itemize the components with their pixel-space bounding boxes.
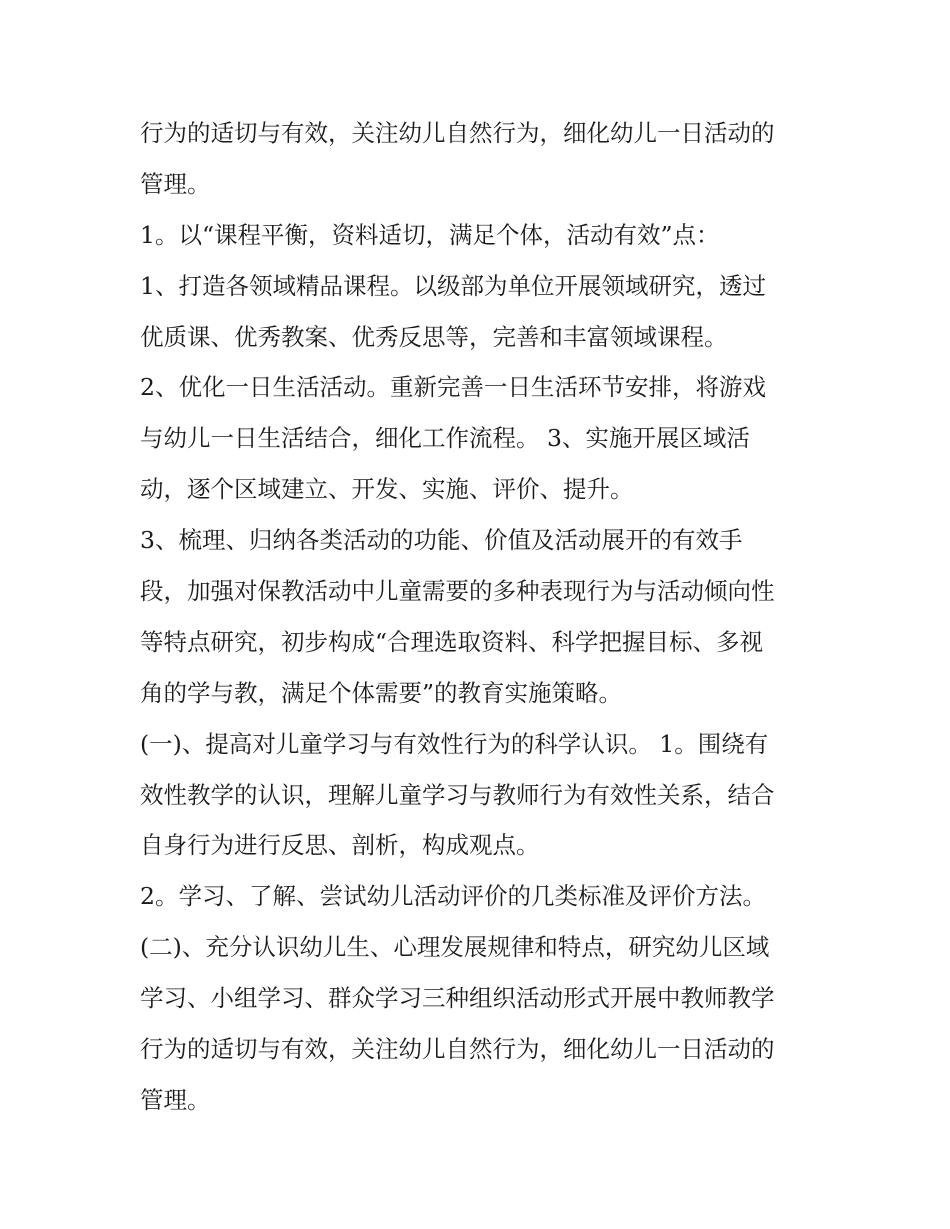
text-line: 效性教学的认识，理解儿童学习与教师行为有效性关系，结合 <box>140 780 775 809</box>
text-line: 动，逐个区域建立、开发、实施、评价、提升。 <box>140 475 634 504</box>
text-line: 1、打造各领域精品课程。以级部为单位开展领域研究，透过 <box>140 271 766 300</box>
text-line: 等特点研究，初步构成“合理选取资料、科学把握目标、多视 <box>140 627 764 656</box>
text-line: 自身行为进行反思、剖析，构成观点。 <box>140 831 540 860</box>
text-line: 学习、小组学习、群众学习三种组织活动形式开展中教师教学 <box>140 984 775 1013</box>
text-line: (二)、充分认识幼儿生、心理发展规律和特点，研究幼儿区域 <box>140 933 770 962</box>
text-line: 2。学习、了解、尝试幼儿活动评价的几类标准及评价方法。 <box>140 882 766 911</box>
text-line: 与幼儿一日生活结合，细化工作流程。 3、实施开展区域活 <box>140 424 750 453</box>
text-line: 行为的适切与有效，关注幼儿自然行为，细化幼儿一日活动的 <box>140 119 775 147</box>
text-line: 优质课、优秀教案、优秀反思等，完善和丰富领域课程。 <box>140 322 728 351</box>
text-line: 角的学与教，满足个体需要”的教育实施策略。 <box>140 678 623 707</box>
text-line: 1。以“课程平衡，资料适切，满足个体，活动有效”点： <box>140 220 720 249</box>
text-line: 2、优化一日生活活动。重新完善一日生活环节安排，将游戏 <box>140 373 766 402</box>
text-line: (一)、提高对儿童学习与有效性行为的科学认识。 1。围绕有 <box>140 729 769 758</box>
text-line: 管理。 <box>140 1085 211 1114</box>
text-line: 行为的适切与有效，关注幼儿自然行为，细化幼儿一日活动的 <box>140 1035 775 1064</box>
document-body <box>140 108 830 1126</box>
text-line: 段，加强对保教活动中儿童需要的多种表现行为与活动倾向性 <box>140 577 775 606</box>
text-line: 3、梳理、归纳各类活动的功能、价值及活动展开的有效手 <box>140 526 743 555</box>
text-line: 管理。 <box>140 169 211 198</box>
